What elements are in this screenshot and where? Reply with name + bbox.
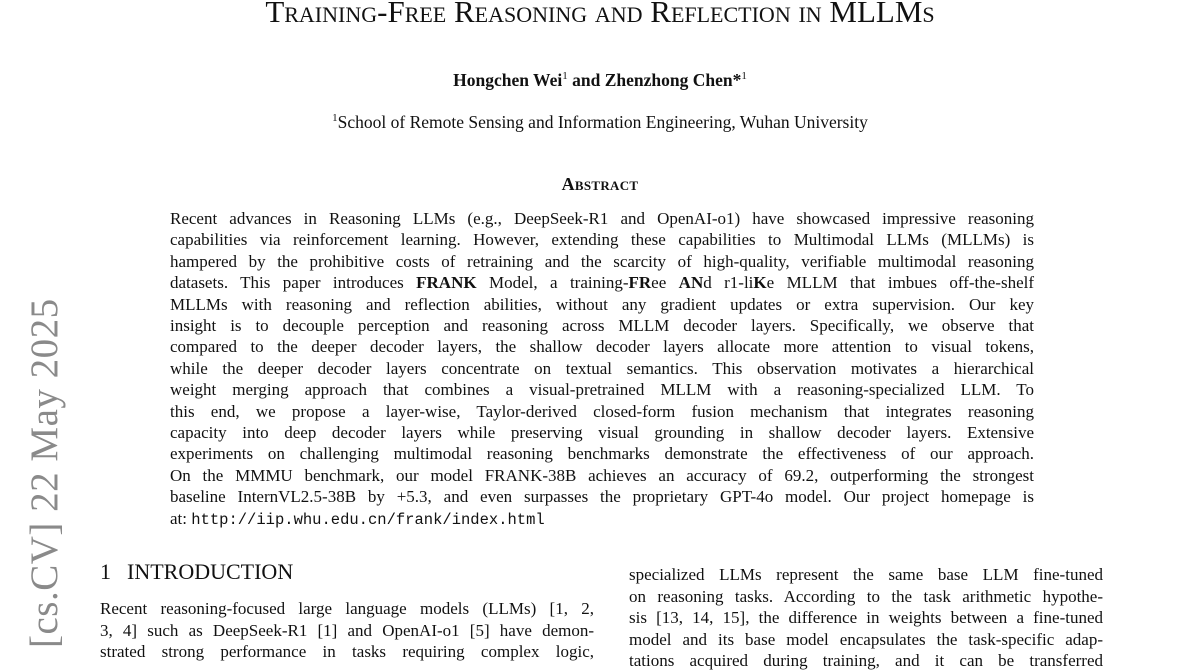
author-separator: and <box>567 70 605 90</box>
acronym-letters-bold: K <box>753 273 767 293</box>
abstract-line: capacity into deep decoder layers while preserving visual grounding in shallow decoder layers. Extensive <box>170 423 1034 443</box>
intro-right-column <box>629 564 1103 672</box>
acronym-letters-bold: AN <box>678 273 704 293</box>
abstract-heading: Abstract <box>561 174 639 194</box>
abstract-text: d r1-li <box>703 273 754 293</box>
affiliation-marker: 1 <box>741 70 747 82</box>
abstract-line <box>170 508 1034 531</box>
abstract-line: insight is to decouple perception and reasoning across MLLM decoder layers. Specifically, we observe that <box>170 316 1034 336</box>
body-line: tations acquired during training, and it can be transferred <box>629 651 1103 670</box>
body-line: sis [13, 14, 15], the difference in weights between a fine-tuned <box>629 608 1103 627</box>
paper-title: Training-Free Reasoning and Reflection in MLLMs <box>265 0 935 29</box>
abstract-text: datasets. This paper introduces <box>170 273 417 293</box>
body-line: model and its base model encapsulates the task-specific adap- <box>629 629 1103 649</box>
affiliation-marker: 1 <box>332 112 338 124</box>
abstract-line: this end, we propose a layer-wise, Taylor-derived closed-form fusion mechanism that integrates reasoning <box>170 401 1034 421</box>
abstract-line: experiments on challenging multimodal reasoning benchmarks demonstrate the effectiveness of our approach. <box>170 444 1034 464</box>
body-line: on reasoning tasks. According to the task arithmetic hypothe- <box>629 586 1103 606</box>
abstract-text: Model, a training- <box>476 273 629 293</box>
arxiv-sidebar-identifier: [cs.CV] 22 May 2025 <box>23 298 66 648</box>
acronym-letters-bold: FR <box>628 273 652 293</box>
abstract-text: ee <box>651 273 679 293</box>
abstract-text: e MLLM that imbues off-the-shelf <box>766 273 1035 293</box>
abstract-line: compared to the deeper decoder layers, the shallow decoder layers allocate more attention to visual tokens, <box>170 337 1034 357</box>
section-heading-introduction <box>100 559 293 585</box>
author-name: Hongchen Wei <box>453 70 563 90</box>
abstract-body <box>170 208 1034 531</box>
abstract-line: On the MMMU benchmark, our model FRANK-38B achieves an accuracy of 69.2, outperforming the strongest <box>170 465 1034 485</box>
author-name: Zhenzhong Chen* <box>604 70 742 90</box>
abstract-line <box>170 272 1034 293</box>
abstract-line: weight merging approach that combines a visual-pretrained MLLM with a reasoning-specialized LLM. To <box>170 380 1034 400</box>
abstract-line: MLLMs with reasoning and reflection abilities, without any gradient updates or extra supervision. Our key <box>170 294 1034 314</box>
abstract-line: baseline InternVL2.5-38B by +5.3, and even surpasses the proprietary GPT-4o model. Our project homepage is <box>170 487 1034 507</box>
body-line: strated strong performance in tasks requiring complex logic, <box>100 642 594 661</box>
body-line: 3, 4] such as DeepSeek-R1 [1] and OpenAI-o1 [5] have demon- <box>100 620 594 640</box>
section-number: 1 <box>100 559 111 584</box>
abstract-line: capabilities via reinforcement learning. However, extending these capabilities to Multimodal LLMs (MLLMs) is <box>170 230 1034 250</box>
body-line: specialized LLMs represent the same base LLM fine-tuned <box>629 565 1103 584</box>
model-name-bold: FRANK <box>416 273 477 293</box>
body-line: Recent reasoning-focused large language models (LLMs) [1, 2, <box>100 599 594 618</box>
project-homepage-link[interactable]: http://iip.whu.edu.cn/frank/index.html <box>191 510 545 529</box>
affiliation-line <box>0 112 1200 133</box>
abstract-line: while the deeper decoder layers concentrate on textual semantics. This observation motivates a hierarchical <box>170 358 1034 378</box>
abstract-line: Recent advances in Reasoning LLMs (e.g., DeepSeek-R1 and OpenAI-o1) have showcased impressive reasoning <box>170 209 1034 228</box>
author-line <box>0 70 1200 91</box>
abstract-text: at: <box>170 508 192 528</box>
intro-left-column <box>100 598 594 663</box>
abstract-line: hampered by the prohibitive costs of retraining and the scarcity of high-quality, verifiable multimodal reasoning <box>170 251 1034 271</box>
affiliation-marker: 1 <box>562 70 568 82</box>
section-title: INTRODUCTION <box>127 559 294 584</box>
affiliation-text: School of Remote Sensing and Information Engineering, Wuhan University <box>337 112 868 132</box>
